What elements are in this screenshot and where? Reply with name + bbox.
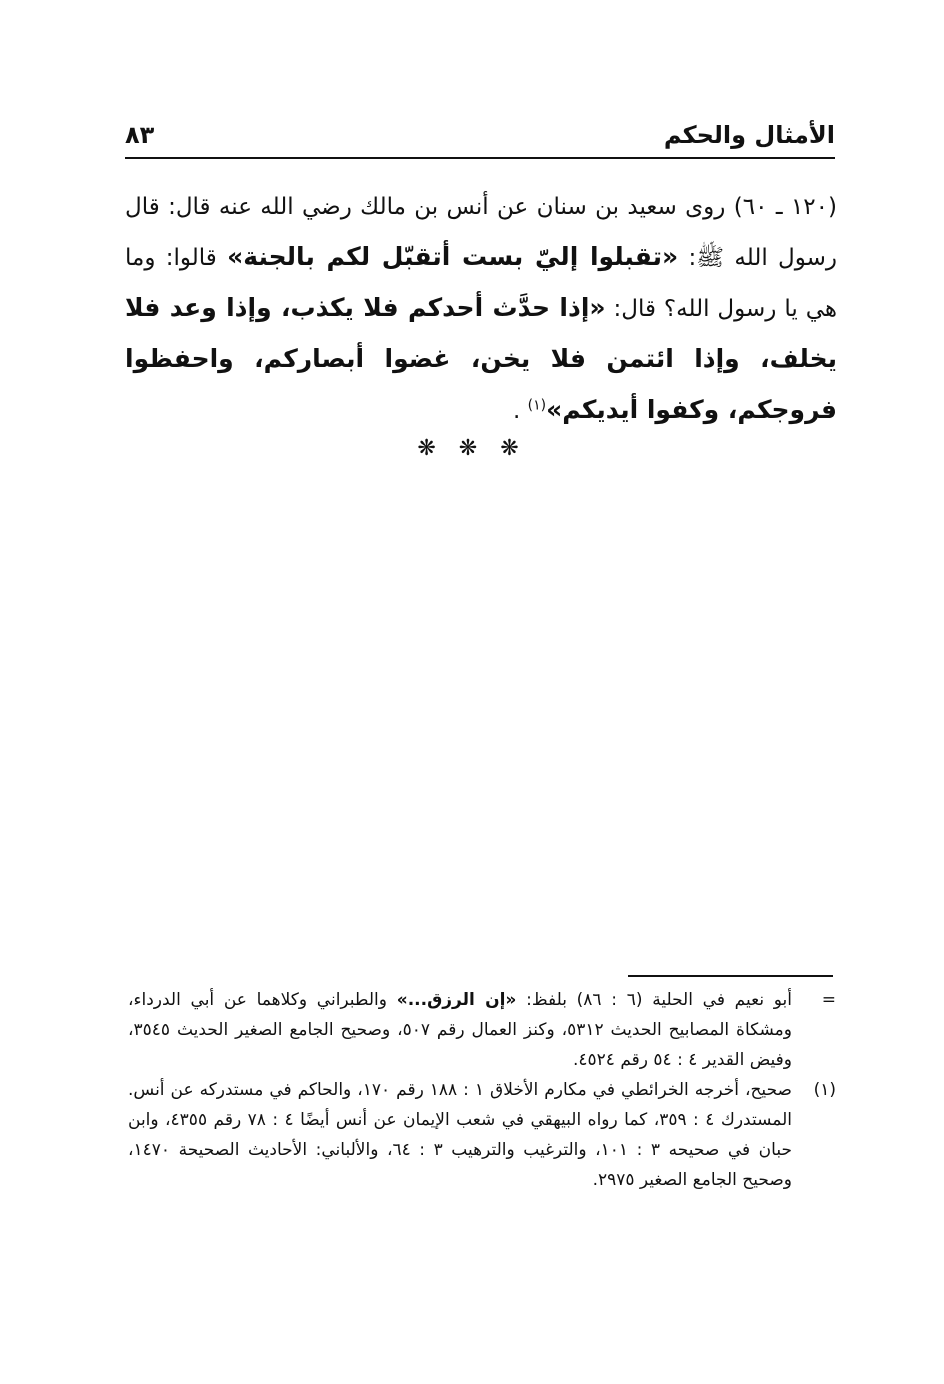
footnote-quote: «إن الرزق...» xyxy=(396,990,517,1010)
running-header xyxy=(125,118,835,158)
footnote-marker: (١) xyxy=(813,1080,836,1100)
footnote-text: صحيح، أخرجه الخرائطي في مكارم الأخلاق ١ : ١٨٨ رقم ١٧٠، والحاكم في مستدركه عن أنس. المستدرك ٤ : ٣٥٩، كما رواه البيهقي في شعب الإيمان عن أنس أيضًا ٤ : ٧٨ رقم ٤٣٥٥، وابن حبان في صحيحه ٣ : ١٠١، والترغيب والترهيب ٣ : ٦٤، والألباني: الأحاديث الصحيحة ١٤٧٠، وصحيح الجامع الصغير ٢٩٧٥. xyxy=(128,1080,792,1190)
hadith-quote-2: «إذا حدَّث أحدكم فلا يكذب، وإذا وعد فلا يخلف، وإذا ائتمن فلا يخن، غضوا أبصاركم، واحفظوا فروجكم، وكفوا أيديكم» xyxy=(125,293,837,424)
footnote-1 xyxy=(128,1075,836,1195)
footnote-continued xyxy=(128,985,836,1075)
footnote-text: أبو نعيم في الحلية (٦ : ٨٦) بلفظ: xyxy=(526,990,793,1010)
footnote-rule xyxy=(628,975,833,977)
footnote-text: والطبراني وكلاهما عن أبي الدرداء، ومشكاة المصابيح الحديث ٥٣١٢، وكنز العمال رقم ٥٠٧، وصحيح الجامع الصغير الحديث ٣٥٤٥، وفيض القدير ٤ : ٥٤ رقم ٤٥٢٤. xyxy=(128,990,792,1070)
section-separator: ❋ ❋ ❋ xyxy=(417,436,527,461)
footnotes xyxy=(128,985,836,1195)
footnote-marker: = xyxy=(821,990,836,1010)
header-rule xyxy=(125,157,835,159)
main-text xyxy=(125,182,837,436)
hadith-quote-1: «تقبلوا إليّ بست أتقبّل لكم بالجنة» xyxy=(227,242,679,271)
running-title: الأمثال والحكم xyxy=(663,121,835,149)
hadith-question: قالوا: وما هي يا رسول الله؟ قال: xyxy=(125,245,837,322)
hadith-intro: (١٢٠ ـ ٦٠) روى سعيد بن سنان عن أنس بن مالك رضي الله عنه قال: قال رسول الله ﷺ: xyxy=(125,194,838,271)
page-number: ٨٣ xyxy=(125,121,155,149)
sentence-end: . xyxy=(512,398,521,424)
footnote-reference: (١) xyxy=(527,397,547,414)
